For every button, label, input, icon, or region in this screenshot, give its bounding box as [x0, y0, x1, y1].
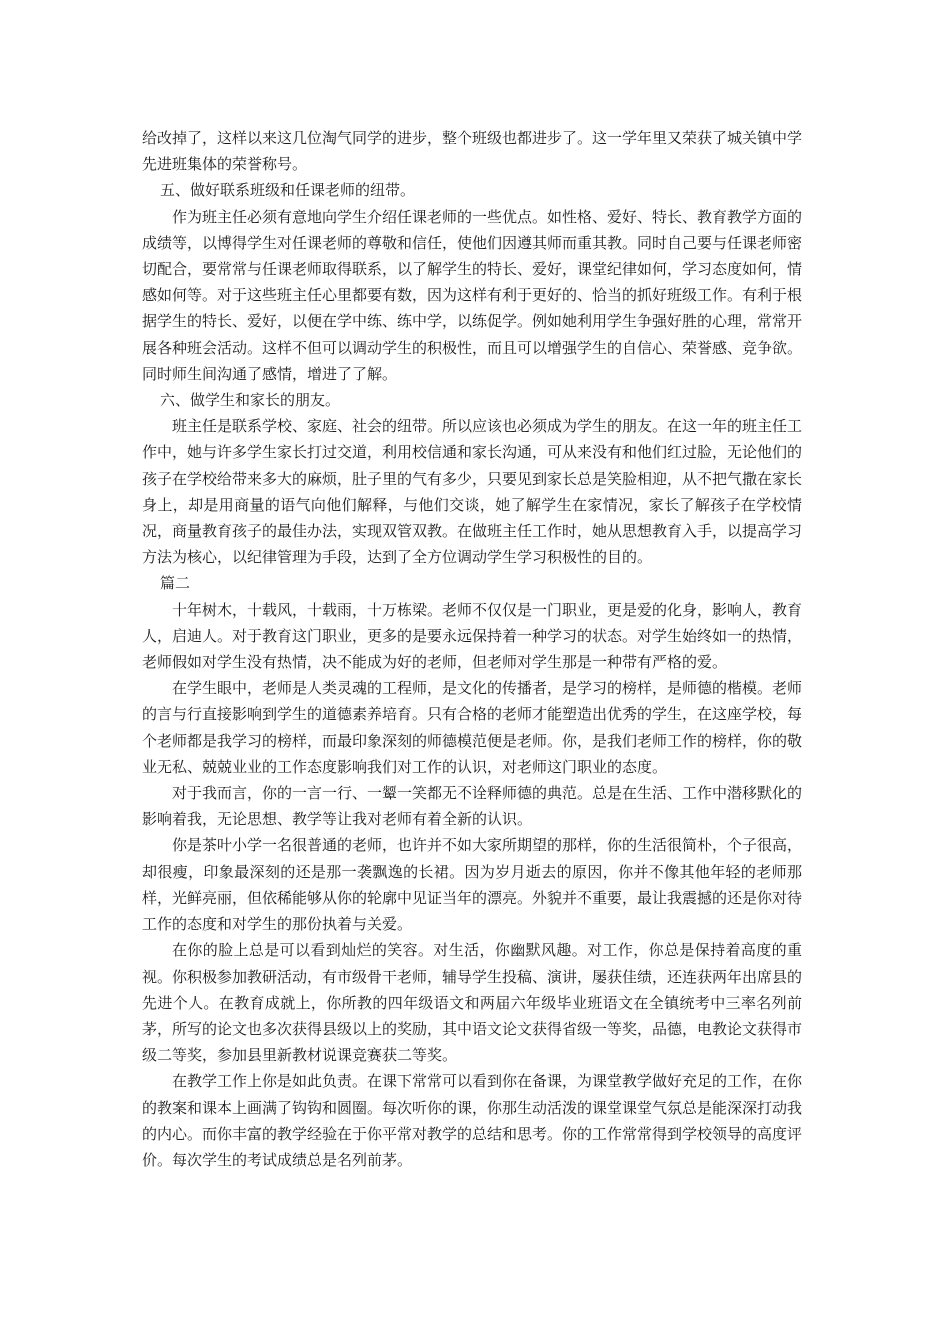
- paragraph: 十年树木，十载风，十载雨，十万栋梁。老师不仅仅是一门职业，更是爱的化身，影响人，教育人，启迪人。对于教育这门职业，更多的是要永远保持着一种学习的状态。对学生始终如一的热情，老师假如对学生没有热情，决不能成为好的老师，但老师对学生那是一种带有严格的爱。: [142, 600, 803, 672]
- paragraph: 对于我而言，你的一言一行、一颦一笑都无不诠释师德的典范。总是在生活、工作中潜移默化的影响着我，无论思想、教学等让我对老师有着全新的认识。: [142, 784, 803, 829]
- paragraph: 在你的脸上总是可以看到灿烂的笑容。对生活，你幽默风趣。对工作，你总是保持着高度的重视。你积极参加教研活动，有市级骨干老师，辅导学生投稿、演讲，屡获佳绩，还连获两年出席县的先进个人。在教育成就上，你所教的四年级语文和两届六年级毕业班语文在全镇统考中三率名列前茅，所写的论文也多次获得县级以上的奖励，其中语文论文获得省级一等奖，品德，电教论文获得市级二等奖，参加县里新教材说课竞赛获二等奖。: [142, 941, 803, 1065]
- paragraph: 班主任是联系学校、家庭、社会的纽带。所以应该也必须成为学生的朋友。在这一年的班主任工作中，她与许多学生家长打过交道，利用校信通和家长沟通，可从来没有和他们红过脸，无论他们的孩子在学校给带来多大的麻烦，肚子里的气有多少，只要见到家长总是笑脸相迎，从不把气撒在家长身上，却是用商量的语气向他们解释，与他们交谈，她了解学生在家情况，家长了解孩子在学校情况，商量教育孩子的最佳办法，实现双管双教。在做班主任工作时，她从思想教育入手，以提高学习方法为核心，以纪律管理为手段，达到了全方位调动学生学习积极性的目的。: [142, 417, 803, 567]
- document-body: [142, 125, 802, 1173]
- paragraph: 在教学工作上你是如此负责。在课下常常可以看到你在备课，为课堂教学做好充足的工作，在你的教案和课本上画满了钩钩和圆圈。每次听你的课，你那生动活泼的课堂课堂气氛总是能深深打动我的内心。而你丰富的教学经验在于你平常对教学的总结和思考。你的工作常常得到学校领导的高度评价。每次学生的考试成绩总是名列前茅。: [142, 1072, 803, 1169]
- section-heading-five: 五、做好联系班级和任课老师的纽带。: [160, 181, 416, 200]
- paragraph-continuation: 给改掉了，这样以来这几位淘气同学的进步，整个班级也都进步了。这一学年里又荣获了城关镇中学先进班集体的荣誉称号。: [142, 129, 803, 174]
- section-heading-six: 六、做学生和家长的朋友。: [160, 391, 341, 410]
- part-heading-two: 篇二: [160, 574, 191, 593]
- paragraph: 你是茶叶小学一名很普通的老师，也许并不如大家所期望的那样，你的生活很简朴，个子很高，却很瘦，印象最深刻的还是那一袭飘逸的长裙。因为岁月逝去的原因，你并不像其他年轻的老师那样，光鲜亮丽，但依稀能够从你的轮廓中见证当年的漂亮。外貌并不重要，最让我震撼的还是你对待工作的态度和对学生的那份执着与关爱。: [142, 836, 803, 934]
- paragraph: 作为班主任必须有意地向学生介绍任课老师的一些优点。如性格、爱好、特长、教育教学方面的成绩等，以博得学生对任课老师的尊敬和信任，使他们因遵其师而重其教。同时自己要与任课老师密切配合，要常常与任课老师取得联系，以了解学生的特长、爱好，课堂纪律如何，学习态度如何，情感如何等。对于这些班主任心里都要有数，因为这样有利于更好的、恰当的抓好班级工作。有利于根据学生的特长、爱好，以便在学中练、练中学，以练促学。例如她利用学生争强好胜的心理，常常开展各种班会活动。这样不但可以调动学生的积极性，而且可以增强学生的自信心、荣誉感、竞争欲。同时师生间沟通了感情，增进了了解。: [142, 207, 803, 383]
- paragraph: 在学生眼中，老师是人类灵魂的工程师，是文化的传播者，是学习的榜样，是师德的楷模。老师的言与行直接影响到学生的道德素养培育。只有合格的老师才能塑造出优秀的学生，在这座学校，每个老师都是我学习的榜样，而最印象深刻的师德模范便是老师。你，是我们老师工作的榜样，你的敬业无私、兢兢业业的工作态度影响我们对工作的认识，对老师这门职业的态度。: [142, 679, 803, 776]
